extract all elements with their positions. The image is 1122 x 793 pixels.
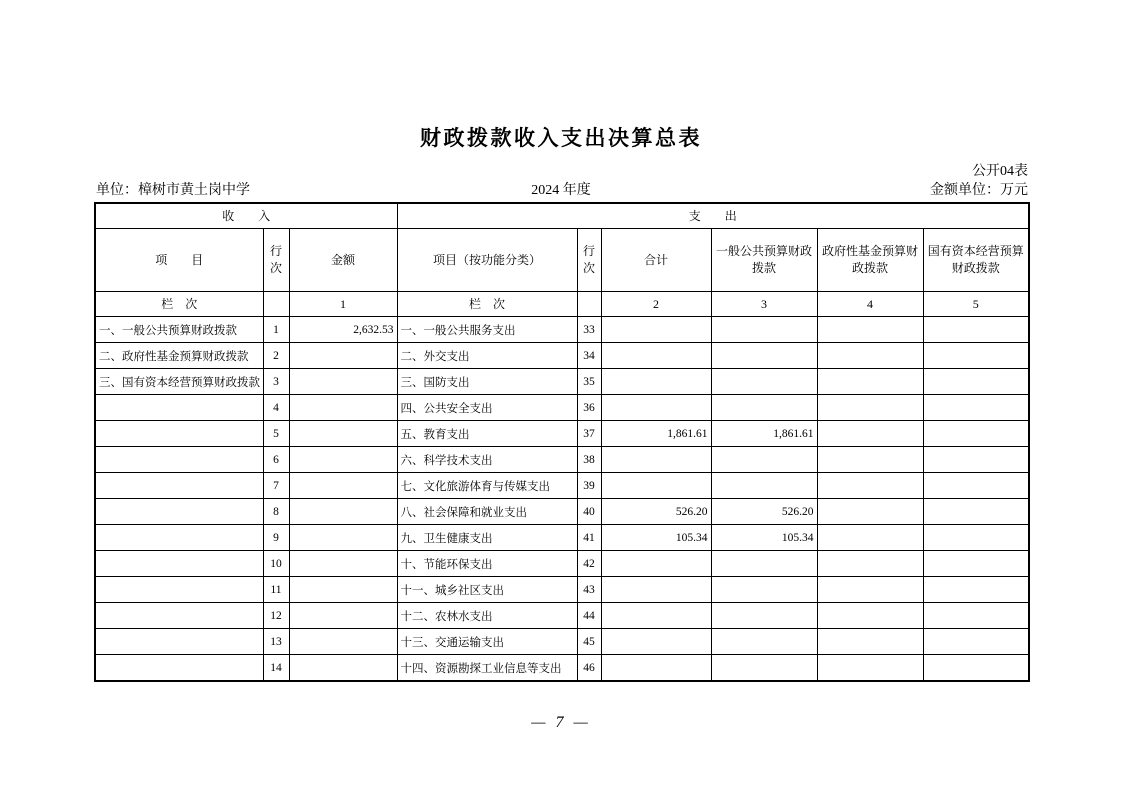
income-item-cell: 三、国有资本经营预算财政拨款: [95, 369, 263, 395]
expense-item-cell: 十三、交通运输支出: [397, 629, 577, 655]
expense-rowno-cell: 43: [577, 577, 601, 603]
expense-item-cell: 二、外交支出: [397, 343, 577, 369]
expense-state-capital-cell: [923, 369, 1029, 395]
column-header-row: [95, 229, 1029, 292]
expense-item-cell: 六、科学技术支出: [397, 447, 577, 473]
income-item-cell: [95, 603, 263, 629]
table-row: [95, 317, 1029, 343]
section-header-row: [95, 203, 1029, 229]
expense-state-capital-cell: [923, 447, 1029, 473]
expense-gov-fund-cell: [817, 551, 923, 577]
income-amount-cell: [289, 551, 397, 577]
table-row: [95, 395, 1029, 421]
expense-item-cell: 十二、农林水支出: [397, 603, 577, 629]
col-header-total: 合计: [601, 229, 711, 292]
expense-general-budget-cell: [711, 317, 817, 343]
expense-total-cell: 1,861.61: [601, 421, 711, 447]
colindex-income-label: 栏 次: [95, 292, 263, 317]
table-row: [95, 603, 1029, 629]
income-rowno-cell: 14: [263, 655, 289, 682]
expense-gov-fund-cell: [817, 603, 923, 629]
colindex-total: 2: [601, 292, 711, 317]
expense-rowno-cell: 40: [577, 499, 601, 525]
expense-gov-fund-cell: [817, 421, 923, 447]
income-rowno-cell: 11: [263, 577, 289, 603]
col-header-gov-fund: 政府性基金预算财政拨款: [817, 229, 923, 292]
expense-total-cell: [601, 629, 711, 655]
income-item-cell: [95, 655, 263, 682]
colindex-general-budget: 3: [711, 292, 817, 317]
expense-rowno-cell: 44: [577, 603, 601, 629]
expense-gov-fund-cell: [817, 577, 923, 603]
col-header-expense-item: 项目（按功能分类）: [397, 229, 577, 292]
budget-summary-table: [94, 202, 1030, 682]
expense-general-budget-cell: [711, 551, 817, 577]
table-row: [95, 369, 1029, 395]
income-item-cell: [95, 499, 263, 525]
expense-item-cell: 八、社会保障和就业支出: [397, 499, 577, 525]
income-rowno-cell: 12: [263, 603, 289, 629]
income-item-cell: [95, 473, 263, 499]
income-item-cell: 二、政府性基金预算财政拨款: [95, 343, 263, 369]
income-rowno-cell: 3: [263, 369, 289, 395]
expense-total-cell: [601, 577, 711, 603]
income-amount-cell: [289, 421, 397, 447]
expense-rowno-cell: 38: [577, 447, 601, 473]
expense-total-cell: [601, 603, 711, 629]
income-amount-cell: 2,632.53: [289, 317, 397, 343]
expense-state-capital-cell: [923, 473, 1029, 499]
expense-total-cell: [601, 473, 711, 499]
income-amount-cell: [289, 447, 397, 473]
expense-gov-fund-cell: [817, 499, 923, 525]
table-row: [95, 525, 1029, 551]
meta-row: [94, 182, 1028, 200]
income-section-header: 收 入: [95, 203, 397, 229]
expense-state-capital-cell: [923, 317, 1029, 343]
income-amount-cell: [289, 525, 397, 551]
income-amount-cell: [289, 499, 397, 525]
expense-general-budget-cell: 105.34: [711, 525, 817, 551]
expense-rowno-cell: 39: [577, 473, 601, 499]
table-row: [95, 473, 1029, 499]
expense-item-cell: 七、文化旅游体育与传媒支出: [397, 473, 577, 499]
income-rowno-cell: 1: [263, 317, 289, 343]
expense-general-budget-cell: [711, 655, 817, 682]
expense-rowno-cell: 36: [577, 395, 601, 421]
expense-state-capital-cell: [923, 629, 1029, 655]
income-item-cell: [95, 421, 263, 447]
table-row: [95, 447, 1029, 473]
expense-general-budget-cell: [711, 447, 817, 473]
expense-gov-fund-cell: [817, 395, 923, 421]
income-rowno-cell: 8: [263, 499, 289, 525]
col-header-income-item: 项 目: [95, 229, 263, 292]
expense-rowno-cell: 35: [577, 369, 601, 395]
unit-label: 单位：樟树市黄土岗中学: [96, 183, 250, 198]
income-rowno-cell: 9: [263, 525, 289, 551]
expense-rowno-cell: 37: [577, 421, 601, 447]
expense-gov-fund-cell: [817, 655, 923, 682]
expense-general-budget-cell: [711, 577, 817, 603]
expense-total-cell: 526.20: [601, 499, 711, 525]
expense-total-cell: [601, 369, 711, 395]
expense-general-budget-cell: [711, 395, 817, 421]
income-amount-cell: [289, 629, 397, 655]
expense-state-capital-cell: [923, 577, 1029, 603]
income-item-cell: [95, 629, 263, 655]
expense-rowno-cell: 33: [577, 317, 601, 343]
expense-general-budget-cell: [711, 343, 817, 369]
expense-item-cell: 十、节能环保支出: [397, 551, 577, 577]
income-rowno-cell: 13: [263, 629, 289, 655]
expense-gov-fund-cell: [817, 525, 923, 551]
expense-total-cell: 105.34: [601, 525, 711, 551]
expense-state-capital-cell: [923, 395, 1029, 421]
expense-total-cell: [601, 343, 711, 369]
expense-gov-fund-cell: [817, 317, 923, 343]
expense-rowno-cell: 46: [577, 655, 601, 682]
expense-rowno-cell: 42: [577, 551, 601, 577]
col-header-general-budget: 一般公共预算财政拨款: [711, 229, 817, 292]
income-rowno-cell: 4: [263, 395, 289, 421]
colindex-amount: 1: [289, 292, 397, 317]
expense-state-capital-cell: [923, 525, 1029, 551]
expense-item-cell: 九、卫生健康支出: [397, 525, 577, 551]
expense-rowno-cell: 34: [577, 343, 601, 369]
table-row: [95, 343, 1029, 369]
expense-state-capital-cell: [923, 603, 1029, 629]
expense-total-cell: [601, 551, 711, 577]
expense-rowno-cell: 41: [577, 525, 601, 551]
income-rowno-cell: 6: [263, 447, 289, 473]
income-rowno-cell: 5: [263, 421, 289, 447]
year-label: 2024 年度: [531, 183, 591, 198]
expense-item-cell: 一、一般公共服务支出: [397, 317, 577, 343]
table-row: [95, 499, 1029, 525]
expense-state-capital-cell: [923, 655, 1029, 682]
expense-section-header: 支 出: [397, 203, 1029, 229]
document-content: [94, 0, 1028, 732]
expense-item-cell: 五、教育支出: [397, 421, 577, 447]
expense-general-budget-cell: [711, 473, 817, 499]
table-row: [95, 629, 1029, 655]
expense-state-capital-cell: [923, 421, 1029, 447]
expense-gov-fund-cell: [817, 447, 923, 473]
expense-item-cell: 四、公共安全支出: [397, 395, 577, 421]
table-body: [95, 317, 1029, 682]
income-item-cell: [95, 395, 263, 421]
expense-gov-fund-cell: [817, 473, 923, 499]
table-row: [95, 577, 1029, 603]
colindex-expense-label: 栏 次: [397, 292, 577, 317]
expense-total-cell: [601, 317, 711, 343]
colindex-empty: [577, 292, 601, 317]
colindex-empty: [263, 292, 289, 317]
expense-total-cell: [601, 447, 711, 473]
expense-item-cell: 十一、城乡社区支出: [397, 577, 577, 603]
col-header-expense-rowno: 行次: [577, 229, 601, 292]
expense-total-cell: [601, 395, 711, 421]
expense-gov-fund-cell: [817, 369, 923, 395]
column-index-row: [95, 292, 1029, 317]
income-amount-cell: [289, 369, 397, 395]
expense-total-cell: [601, 655, 711, 682]
amount-unit-label: 金额单位：万元: [930, 183, 1028, 198]
income-amount-cell: [289, 655, 397, 682]
expense-item-cell: 三、国防支出: [397, 369, 577, 395]
income-item-cell: [95, 447, 263, 473]
income-amount-cell: [289, 577, 397, 603]
colindex-state-capital: 5: [923, 292, 1029, 317]
income-amount-cell: [289, 343, 397, 369]
page-title: 财政拨款收入支出决算总表: [420, 126, 702, 150]
expense-gov-fund-cell: [817, 629, 923, 655]
expense-general-budget-cell: [711, 629, 817, 655]
colindex-gov-fund: 4: [817, 292, 923, 317]
table-row: [95, 655, 1029, 682]
table-row: [95, 421, 1029, 447]
form-number-label: 公开04表: [972, 164, 1028, 179]
income-item-cell: [95, 577, 263, 603]
expense-general-budget-cell: [711, 369, 817, 395]
income-amount-cell: [289, 603, 397, 629]
expense-rowno-cell: 45: [577, 629, 601, 655]
income-amount-cell: [289, 395, 397, 421]
col-header-amount: 金额: [289, 229, 397, 292]
expense-state-capital-cell: [923, 551, 1029, 577]
expense-general-budget-cell: 526.20: [711, 499, 817, 525]
income-rowno-cell: 2: [263, 343, 289, 369]
expense-general-budget-cell: [711, 603, 817, 629]
expense-item-cell: 十四、资源勘探工业信息等支出: [397, 655, 577, 682]
page-number: — 7 —: [531, 714, 591, 731]
col-header-income-rowno: 行次: [263, 229, 289, 292]
col-header-state-capital: 国有资本经营预算财政拨款: [923, 229, 1029, 292]
expense-state-capital-cell: [923, 499, 1029, 525]
expense-gov-fund-cell: [817, 343, 923, 369]
income-rowno-cell: 10: [263, 551, 289, 577]
income-amount-cell: [289, 473, 397, 499]
expense-general-budget-cell: 1,861.61: [711, 421, 817, 447]
income-item-cell: [95, 525, 263, 551]
expense-state-capital-cell: [923, 343, 1029, 369]
table-row: [95, 551, 1029, 577]
income-item-cell: [95, 551, 263, 577]
income-item-cell: 一、一般公共预算财政拨款: [95, 317, 263, 343]
income-rowno-cell: 7: [263, 473, 289, 499]
